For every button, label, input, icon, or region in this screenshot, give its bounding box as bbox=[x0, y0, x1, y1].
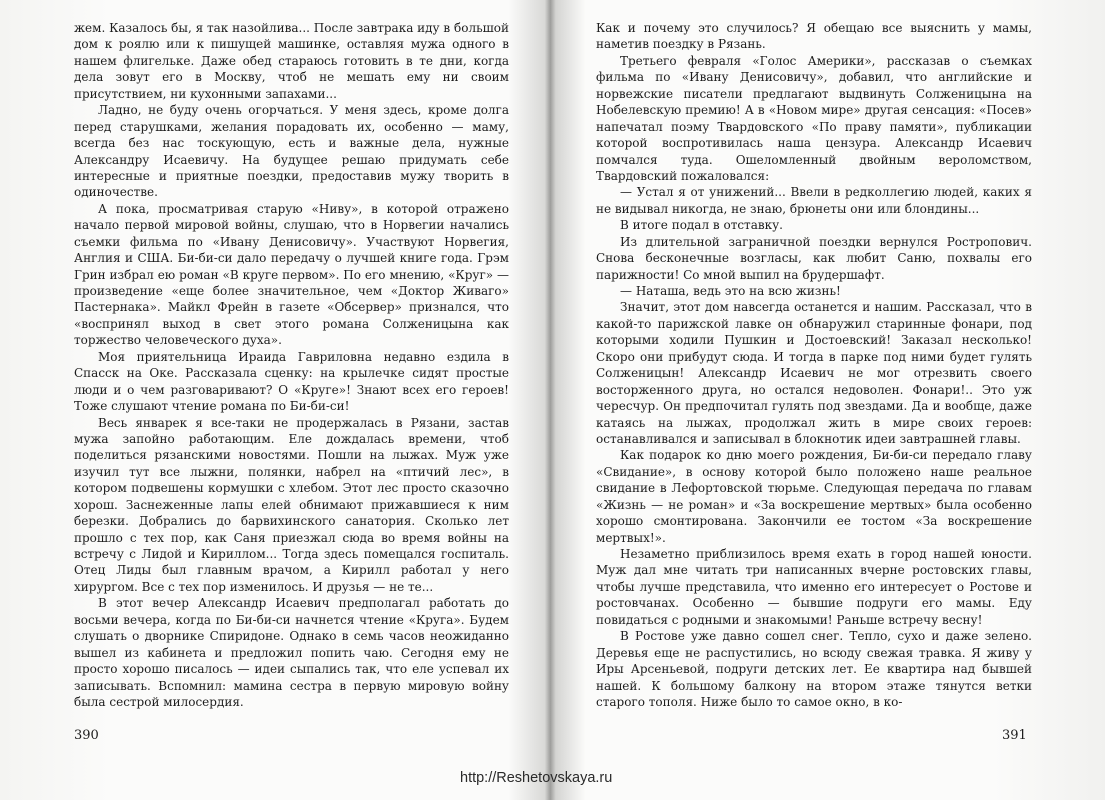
paragraph: Третьего февраля «Голос Америки», рассказав о съемках фильма по «Ивану Денисовичу», добавил, что английские и норвежские писатели предлагают выдвинуть Солженицына на Нобелевскую премию! А в «Новом мире» другая сенсация: «Посев» напечатал поэму Твардовского «По праву памяти», публикации которой воспротивилась наша цензура. Александр Исаевич помчался туда. Ошеломленный двойным вероломством, Твардовский пожаловался: bbox=[596, 53, 1032, 183]
paragraph: В Ростове уже давно сошел снег. Тепло, сухо и даже зелено. Деревья еще не распустились, но всюду свежая травка. Я живу у Иры Арсеньевой, подруги детских лет. Ее квартира над бывшей нашей. К большому балкону на втором этаже тянутся ветки старого тополя. Ниже было то самое окно, в ко- bbox=[596, 629, 1032, 709]
paragraph: В итоге подал в отставку. bbox=[620, 218, 783, 233]
right-page-text bbox=[596, 20, 1032, 710]
paragraph: Незаметно приблизилось время ехать в город нашей юности. Муж дал мне читать три написанных вчерне ростовских главы, чтобы лучше представила, что именно его интересует о Ростове и ростовчанах. Особенно — бывшие подруги его мамы. Еду повидаться с родными и знакомыми! Раньше встречу весну! bbox=[596, 547, 1032, 627]
left-page-text bbox=[74, 20, 509, 710]
paragraph: Ладно, не буду очень огорчаться. У меня здесь, кроме долга перед старушками, желания порадовать их, особенно — маму, всегда без нас тоскующую, есть и важные дела, нужные Александру Исаевичу. На будущее решаю придумать себе интересные и приятные поездки, предоставив мужу творить в одиночестве. bbox=[74, 103, 509, 200]
paragraph: Как и почему это случилось? Я обещаю все выяснить у мамы, наметив поездку в Рязань. bbox=[596, 21, 1032, 52]
paragraph: — Наташа, ведь это на всю жизнь! bbox=[620, 284, 841, 298]
paragraph: — Устал я от унижений... Ввели в редколлегию людей, каких я не видывал никогда, не знаю, брюнеты они или блондины... bbox=[596, 185, 1032, 216]
paragraph: В этот вечер Александр Исаевич предполагал работать до восьми вечера, когда по Би-би-си начнется чтение «Круга». Будем слушать о дворнике Спиридоне. Однако в семь часов неожиданно вышел из кабинета и предложил попить чаю. Сегодня ему не просто хорошо писалось — идеи сыпались так, что еле успевал их записывать. Вспомнил: мамина сестра в первую мировую войну была сестрой милосердия. bbox=[74, 596, 509, 709]
paragraph: А пока, просматривая старую «Ниву», в которой отражено начало первой мировой войны, слушаю, что в Норвегии начались съемки фильма по «Ивану Денисовичу». Участвуют Норвегия, Англия и США. Би-би-си дало передачу о лучшей книге года. Грэм Грин избрал ею роман «В круге первом». По его мнению, «Круг» — произведение «еще более значительное, чем «Доктор Живаго» Пастернака». Майкл Фрейн в газете «Обсервер» признался, что «воспринял выход в свет этого романа Солженицына как торжество человеческого духа». bbox=[74, 201, 509, 348]
paragraph: Моя приятельница Ираида Гавриловна недавно ездила в Спасск на Оке. Рассказала сценку: на крылечке сидят простые люди и о чем разговаривают? О «Круге»! Знают всех его героев! Тоже слушают чтение романа по Би-би-си! bbox=[74, 349, 509, 414]
paragraph: Весь январек я все-таки не продержалась в Рязани, застав мужа запойно работающим. Еле дождалась времени, чтоб поделиться рязанскими новостями. Пошли на лыжах. Муж уже изучил тут все лыжни, полянки, набрел на «птичий лес», в котором подвешены кормушки с хлебом. Этот лес просто сказочно хорош. Заснеженные лапы елей обнимают прижавшиеся к ним березки. Добрались до барвихинского санатория. Сколько лет прошло с тех пор, как Саня приезжал сюда во время войны на встречу с Лидой и Кириллом... Тогда здесь помещался госпиталь. Отец Лиды был главным врачом, а Кирилл работал у него хирургом. Все с тех пор изменилось. И друзья — не те... bbox=[74, 415, 509, 594]
paragraph: Из длительной заграничной поездки вернулся Ростропович. Снова бесконечные возгласы, как любит Саню, похвалы его парижности! Со мной выпил на брудершафт. bbox=[596, 234, 1032, 282]
paragraph: Как подарок ко дню моего рождения, Би-би-си передало главу «Свидание», в основу которой было положено наше реальное свидание в Лефортовской тюрьме. Следующая передача по главам «Жизнь — не роман» и «За воскрешение мертвых» была особенно хорошо смонтирована. Закончили ее тостом «За воскрешение мертвых!». bbox=[596, 448, 1032, 545]
paragraph: жем. Казалось бы, я так назойлива... После завтрака иду в большой дом к роялю или к пишущей машинке, оставляя мужа одного в нашем флигельке. Даже обед стараюсь готовить в те дни, когда дела зовут его в Москву, чтоб не мешать ему ни своим присутствием, ни кухонными запахами... bbox=[74, 21, 509, 101]
source-url: http://Reshetovskaya.ru bbox=[460, 770, 613, 786]
page-number-right: 391 bbox=[1002, 728, 1027, 743]
paragraph: Значит, этот дом навсегда останется и нашим. Рассказал, что в какой-то парижской лавке он обнаружил старинные фонари, под которыми ходили Пушкин и Достоевский! Заказал несколько! Скоро они прибудут сюда. И тогда в парке под ними будет гулять Солженицын! Александр Исаевич не мог отрезвить своего восторженного друга, но остался недоволен. Фонари!.. Это уж чересчур. Он предпочитал гулять под звездами. Да и вообще, даже катаясь на лыжах, продолжал жить в мире своих героев: останавливался и записывал в блокнотик идеи завтрашней главы. bbox=[596, 300, 1032, 446]
page-number-left: 390 bbox=[74, 728, 99, 743]
